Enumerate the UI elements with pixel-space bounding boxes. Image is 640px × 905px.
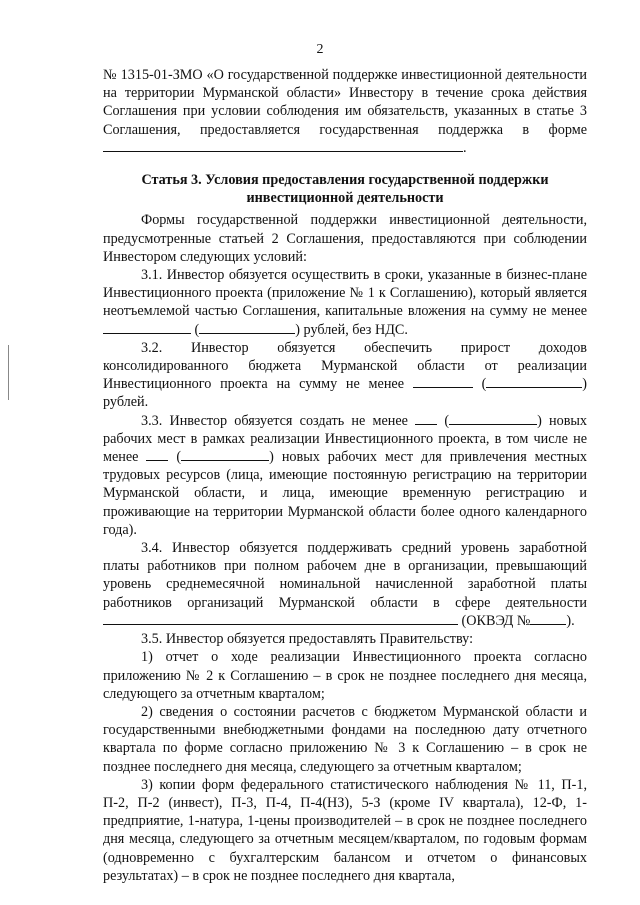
article3-heading-line2: инвестиционной деятельности <box>246 190 444 207</box>
clause-3-1-paren-open: ( <box>194 321 200 338</box>
activity-sphere-blank <box>103 612 458 625</box>
article3-lead: Формы государственной поддержки инвестиционной деятельности, предусмотренные статьей 2 Соглашения, предоставляются при соблюдении Инвестором следующих условий: <box>103 212 587 265</box>
intro-text: № 1315-01-ЗМО «О государственной поддержке инвестиционной деятельности на территории Мурманской области» Инвестору в течение срока действия Соглашения при условии соблюдения им обязательств, указанных в статье 3 Соглашения, предоставляется государственная поддержка в форме <box>103 67 587 138</box>
clause-3-2-text-end: ) рублей. <box>103 376 588 411</box>
clause-3-3-text-end: ) новых рабочих мест для привлечения местных трудовых ресурсов (лица, имеющие постоянную регистрацию на территории Мурманской области, и лица, имеющие временную регистрацию и проживающие на территории Мурманской области более одного календарного года). <box>103 449 588 538</box>
article3-heading-line1: Статья 3. Условия предоставления государственной поддержки <box>141 172 549 189</box>
capital-amount-words-blank <box>199 321 295 334</box>
jobs-count-words-blank <box>449 412 537 425</box>
support-form-blank <box>103 139 463 152</box>
page-number: 2 <box>316 42 324 57</box>
article3-heading <box>103 171 587 207</box>
clause-3-2 <box>103 339 587 412</box>
clause-3-5-item-2: 2) сведения о состоянии расчетов с бюджетом Мурманской области и государственными внебюджетными фондами на последнюю дату отчетного квартала по форме согласно приложению № 3 к Соглашению – в срок не позднее последнего дня месяца, следующего за отчетным кварталом; <box>103 703 587 775</box>
capital-amount-blank <box>103 321 191 334</box>
clause-3-1-text-end: ) рублей, без НДС. <box>295 321 408 338</box>
clause-3-4-text-end: ). <box>566 612 575 629</box>
local-jobs-words-blank <box>181 448 269 461</box>
clause-3-4-text: 3.4. Инвестор обязуется поддерживать средний уровень заработной платы работников при полном рабочем дне в организации, превышающий уровень среднемесячной номинальной начисленной заработной платы работников организаций Мурманской области в сфере деятельности <box>103 540 587 611</box>
clause-3-3 <box>103 412 587 539</box>
revenue-amount-blank <box>413 375 473 388</box>
intro-paragraph <box>103 66 587 157</box>
document-body <box>103 66 587 885</box>
clause-3-4 <box>103 539 587 630</box>
clause-3-5-item-3: 3) копии форм федерального статистического наблюдения № 11, П-1, П-2, П-2 (инвест), П-3, П-4, П-4(НЗ), 5-З (кроме IV квартала), 12-Ф, 1-предприятие, 1-натура, 1-цены производителей – в срок не позднее последнего дня месяца, следующего за отчетным месяцем/кварталом, по годовым формам (одновременно с бухгалтерским балансом и отчетом о финансовых результатах) – в срок не позднее последнего дня квартала, <box>103 776 587 884</box>
okved-code-blank <box>530 612 566 625</box>
clause-3-2-text: 3.2. Инвестор обязуется обеспечить прирост доходов консолидированного бюджета Мурманской области от реализации Инвестиционного проекта на сумму не менее <box>103 339 587 393</box>
clause-3-3-paren-open-2: ( <box>176 449 182 466</box>
intro-end: . <box>463 139 467 156</box>
revenue-amount-words-blank <box>486 375 582 388</box>
scan-margin-mark <box>8 345 9 400</box>
clause-3-3-text-mid: ) новых рабочих мест в рамках реализации Инвестиционного проекта, в том числе не менее <box>103 412 588 466</box>
clause-3-2-paren-open: ( <box>481 376 487 393</box>
local-jobs-count-blank <box>146 448 168 461</box>
okved-label: (ОКВЭД № <box>461 612 531 629</box>
clause-3-5: 3.5. Инвестор обязуется предоставлять Правительству: <box>141 631 474 648</box>
clause-3-1 <box>103 266 587 339</box>
clause-3-3-text: 3.3. Инвестор обязуется создать не менее <box>141 412 408 429</box>
jobs-count-blank <box>415 412 437 425</box>
clause-3-1-text: 3.1. Инвестор обязуется осуществить в сроки, указанные в бизнес-плане Инвестиционного проекта (приложение № 1 к Соглашению), который является неотъемлемой частью Соглашения, капитальные вложения на сумму не менее <box>103 267 587 320</box>
clause-3-5-item-1: 1) отчет о ходе реализации Инвестиционного проекта согласно приложению № 2 к Соглашению – в срок не позднее последнего дня месяца, следующего за отчетным кварталом; <box>103 649 587 702</box>
clause-3-3-paren-open: ( <box>444 412 450 429</box>
